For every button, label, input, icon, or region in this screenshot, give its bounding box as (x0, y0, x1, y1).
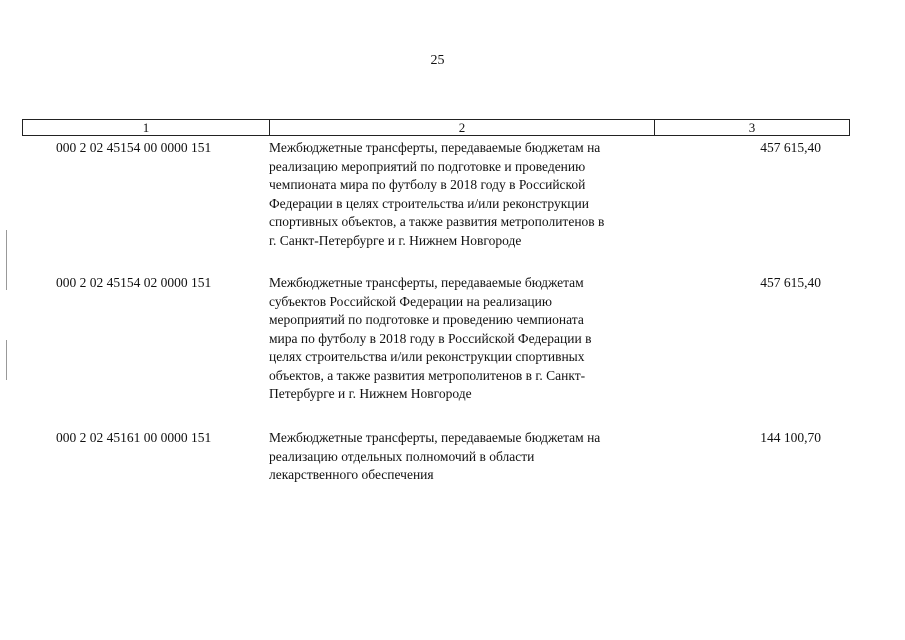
description-line: Межбюджетные трансферты, передаваемые бюджетам (269, 275, 584, 290)
scan-margin-mark (6, 340, 7, 380)
table-header (22, 119, 850, 136)
description-line: объектов, а также развития метрополитенов в г. Санкт- (269, 367, 586, 383)
scan-margin-mark (6, 230, 7, 290)
header-col-3: 3 (748, 120, 756, 135)
header-col-1: 1 (23, 120, 270, 135)
header-col-2: 2 (270, 120, 655, 135)
row-description (269, 429, 651, 485)
amount: 144 100,70 (760, 430, 821, 445)
budget-code: 000 2 02 45154 02 0000 151 (56, 275, 212, 290)
description-line: спортивных объектов, а также развития метрополитенов в (269, 214, 605, 229)
description-line: Федерации в целях строительства и/или реконструкции (269, 195, 589, 211)
row-description (269, 139, 651, 250)
description-line: целях строительства и/или реконструкции спортивных (269, 349, 585, 364)
budget-code: 000 2 02 45154 00 0000 151 (56, 140, 212, 155)
description-line: субъектов Российской Федерации на реализацию (269, 293, 552, 309)
description-line: чемпионата мира по футболу в 2018 году в Российской (269, 177, 586, 192)
page-number: 25 (430, 53, 445, 68)
description-line: реализацию мероприятий по подготовке и проведению (269, 158, 586, 174)
description-line: г. Санкт-Петербурге и г. Нижнем Новгороде (269, 232, 522, 248)
description-line: Межбюджетные трансферты, передаваемые бюджетам на (269, 430, 601, 445)
description-line: реализацию отдельных полномочий в области (269, 448, 535, 464)
description-line: Межбюджетные трансферты, передаваемые бюджетам на (269, 140, 601, 155)
amount: 457 615,40 (760, 275, 821, 290)
description-line: лекарственного обеспечения (269, 467, 434, 482)
description-line: мира по футболу в 2018 году в Российской Федерации в (269, 330, 592, 346)
description-line: Петербурге и г. Нижнем Новгороде (269, 386, 472, 401)
amount: 457 615,40 (760, 140, 821, 155)
budget-code: 000 2 02 45161 00 0000 151 (56, 430, 212, 445)
row-description (269, 274, 651, 404)
description-line: мероприятий по подготовке и проведению чемпионата (269, 312, 584, 327)
